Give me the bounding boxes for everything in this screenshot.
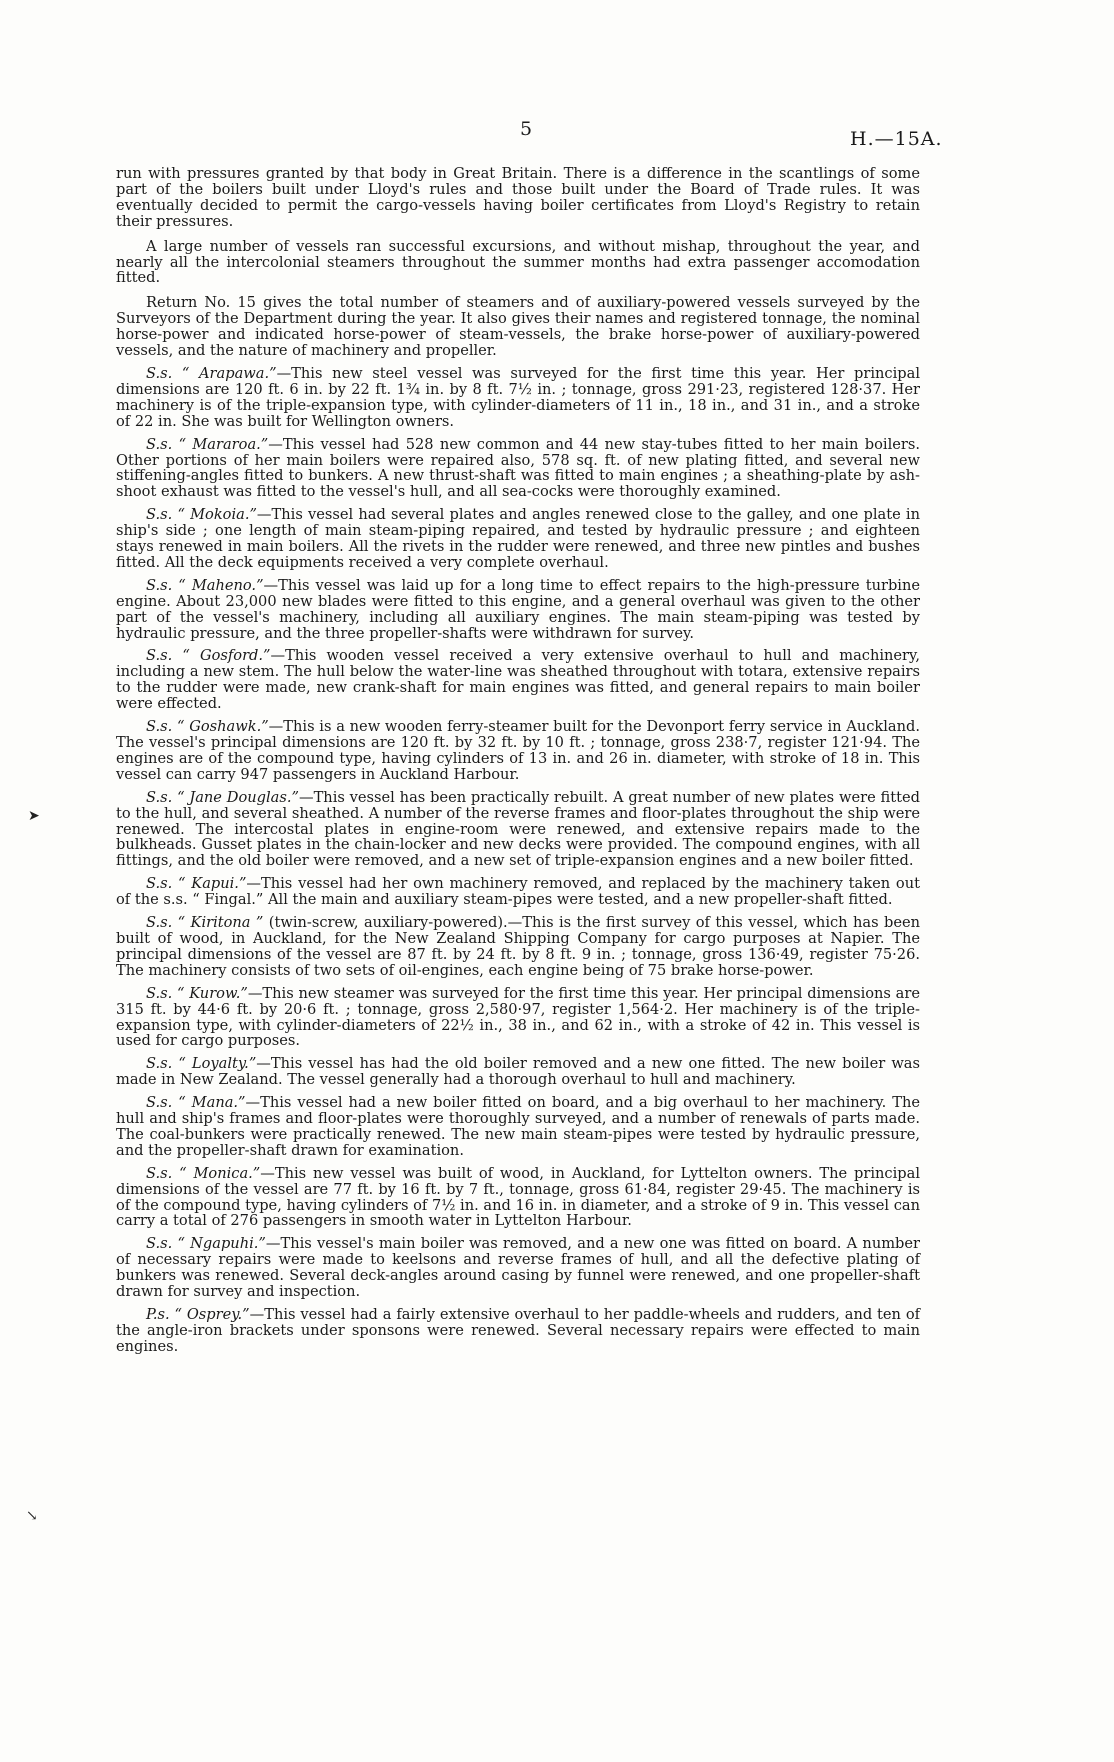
vessel-name: S.s. “ Maheno.”	[146, 576, 264, 594]
paragraph-continued: run with pressures granted by that body in Great Britain. There is a difference in the scantlings of some part of the boilers built under Lloyd's rules and those built under the Board of Trade rules. It was eventually decided to permit the cargo-vessels having boiler certificates from Lloyd's Registry to retain their pressures.	[116, 165, 920, 230]
paragraph-jane-douglas: S.s. “ Jane Douglas.”—This vessel has been practically rebuilt. A great number of new plates were fitted to the hull, and several sheathed. A number of the reverse frames and floor-plates throughout the ship were renewed. The intercostal plates in engine-room were renewed, and extensive repairs made to the bulkheads. Gusset plates in the chain-locker and new decks were provided. The compound engines, with all fittings, and the old boiler were removed, and a new set of triple-expansion engines and a new boiler fitted.	[116, 788, 920, 870]
paragraph-kiritona: S.s. “ Kiritona ” (twin-screw, auxiliary-powered).—This is the first survey of this vessel, which has been built of wood, in Auckland, for the New Zealand Shipping Company for cargo purposes at Napier. The principal dimensions of the vessel are 87 ft. by 24 ft. by 8 ft. 9 in. ; tonnage, gross 136·49, register 75·26. The machinery consists of two sets of oil-engines, each engine being of 75 brake horse-power.	[116, 914, 920, 979]
vessel-name: S.s. “ Goshawk.”	[146, 718, 269, 736]
vessel-name: S.s. “ Mokoia.”	[146, 506, 257, 524]
vessel-name: S.s. “ Ngapuhi.”	[146, 1235, 266, 1253]
vessel-name: S.s. “ Kiritona ”	[146, 914, 264, 932]
paragraph-mana: S.s. “ Mana.”—This vessel had a new boiler fitted on board, and a big overhaul to her machinery. The hull and ship's frames and floor-plates were thoroughly surveyed, and a number of renewals of parts made. The coal-bunkers were practically renewed. The new main steam-pipes were tested by hydraulic pressure, and the propeller-shaft drawn for examination.	[116, 1094, 920, 1159]
paragraph-kapui: S.s. “ Kapui.”—This vessel had her own machinery removed, and replaced by the machinery taken out of the s.s. “ Fingal.” All the main and auxiliary steam-pipes were tested, and a new propeller-shaft fitted.	[116, 875, 920, 909]
paragraph-gosford: S.s. “ Gosford.”—This wooden vessel received a very extensive overhaul to hull and machinery, including a new stem. The hull below the water-line was sheathed throughout with totara, extensive repairs to the rudder were made, new crank-shaft for main engines was fitted, and general repairs to main boiler were effected.	[116, 647, 920, 713]
vessel-name: S.s. “ Kurow.”	[146, 984, 248, 1002]
paragraph-maheno: S.s. “ Maheno.”—This vessel was laid up for a long time to effect repairs to the high-pressure turbine engine. About 23,000 new blades were fitted to this engine, and a general overhaul was given to the other part of the vessel's machinery, including all auxiliary engines. The main steam-piping was tested by hydraulic pressure, and the three propeller-shafts were withdrawn for survey.	[116, 576, 920, 642]
vessel-name: S.s. “ Loyalty.”	[146, 1055, 257, 1073]
vessel-name: S.s. “ Gosford.”	[146, 647, 271, 665]
paragraph-monica: S.s. “ Monica.”—This new vessel was built of wood, in Auckland, for Lyttelton owners. The principal dimensions of the vessel are 77 ft. by 16 ft. by 7 ft., tonnage, gross 61·84, register 29·45. The machinery is of the compound type, having cylinders of 7½ in. and 16 in. in diameter, and a stroke of 9 in. This vessel can carry a total of 276 passengers in smooth water in Lyttelton Harbour.	[116, 1164, 920, 1230]
vessel-name: S.s. “ Mana.”	[146, 1094, 246, 1112]
paragraph-mokoia: S.s. “ Mokoia.”—This vessel had several plates and angles renewed close to the galley, and one plate in ship's side ; one length of main steam-piping repaired, and tested by hydraulic pressure ; and eighteen stays renewed in main boilers. All the rivets in the rudder were renewed, and three new pintles and bushes fitted. All the deck equipments received a very complete overhaul.	[116, 506, 920, 571]
paragraph-excursions: A large number of vessels ran successful excursions, and without mishap, throughout the year, and nearly all the intercolonial steamers throughout the summer months had extra passenger accomodation fitted.	[116, 237, 920, 287]
vessel-name: S.s. “ Arapawa.”	[146, 364, 277, 382]
margin-mark: ↘	[26, 1508, 38, 1524]
vessel-name: S.s. “ Mararoa.”	[146, 435, 269, 453]
body-text	[116, 166, 920, 1362]
vessel-name: S.s. “ Monica.”	[146, 1164, 261, 1182]
document-reference: H.—15A.	[850, 128, 943, 150]
page-number: 5	[520, 118, 533, 140]
paragraph-goshawk: S.s. “ Goshawk.”—This is a new wooden ferry-steamer built for the Devonport ferry service in Auckland. The vessel's principal dimensions are 120 ft. by 32 ft. by 10 ft. ; tonnage, gross 238·7, register 121·94. The engines are of the compound type, having cylinders of 13 in. and 26 in. diameter, with stroke of 18 in. This vessel can carry 947 passengers in Auckland Harbour.	[116, 718, 920, 783]
paragraph-kurow: S.s. “ Kurow.”—This new steamer was surveyed for the first time this year. Her principal dimensions are 315 ft. by 44·6 ft. by 20·6 ft. ; tonnage, gross 2,580·97, register 1,564·2. Her machinery is of the triple-expansion type, with cylinder-diameters of 22½ in., 38 in., and 62 in., with a stroke of 42 in. This vessel is used for cargo purposes.	[116, 984, 920, 1050]
vessel-name: P.s. “ Osprey.”	[146, 1306, 250, 1323]
paragraph-ngapuhi: S.s. “ Ngapuhi.”—This vessel's main boiler was removed, and a new one was fitted on board. A number of necessary repairs were made to keelsons and reverse frames of hull, and all the defective plating of bunkers was renewed. Several deck-angles around casing by funnel were renewed, and one propeller-shaft drawn for survey and inspection.	[116, 1235, 921, 1301]
paragraph-osprey: P.s. “ Osprey.”—This vessel had a fairly extensive overhaul to her paddle-wheels and rudders, and ten of the angle-iron brackets under sponsons were renewed. Several necessary repairs were effected to main engines.	[116, 1306, 921, 1355]
margin-mark: ➤	[28, 808, 40, 824]
paragraph-return-15: Return No. 15 gives the total number of steamers and of auxiliary-powered vessels surveyed by the Surveyors of the Department during the year. It also gives their names and registered tonnage, the nominal horse-power and indicated horse-power of steam-vessels, the brake horse-power of auxiliary-powered vessels, and the nature of machinery and propeller.	[116, 294, 920, 360]
vessel-name: S.s. “ Jane Douglas.”	[146, 788, 299, 806]
vessel-name: S.s. “ Kapui.”	[146, 875, 247, 893]
paragraph-mararoa: S.s. “ Mararoa.”—This vessel had 528 new common and 44 new stay-tubes fitted to her main boilers. Other portions of her main boilers were repaired also, 578 sq. ft. of new plating fitted, and several new stiffening-angles fitted to bunkers. A new thrust-shaft was fitted to main engines ; a sheathing-plate by ash-shoot exhaust was fitted to the vessel's hull, and all sea-cocks were thoroughly examined.	[116, 435, 920, 501]
paragraph-arapawa: S.s. “ Arapawa.”—This new steel vessel was surveyed for the first time this year. Her principal dimensions are 120 ft. 6 in. by 22 ft. 1¾ in. by 8 ft. 7½ in. ; tonnage, gross 291·23, registered 128·37. Her machinery is of the triple-expansion type, with cylinder-diameters of 11 in., 18 in., and 31 in., and a stroke of 22 in. She was built for Wellington owners.	[116, 364, 920, 430]
paragraph-loyalty: S.s. “ Loyalty.”—This vessel has had the old boiler removed and a new one fitted. The new boiler was made in New Zealand. The vessel generally had a thorough overhaul to hull and machinery.	[116, 1055, 920, 1089]
